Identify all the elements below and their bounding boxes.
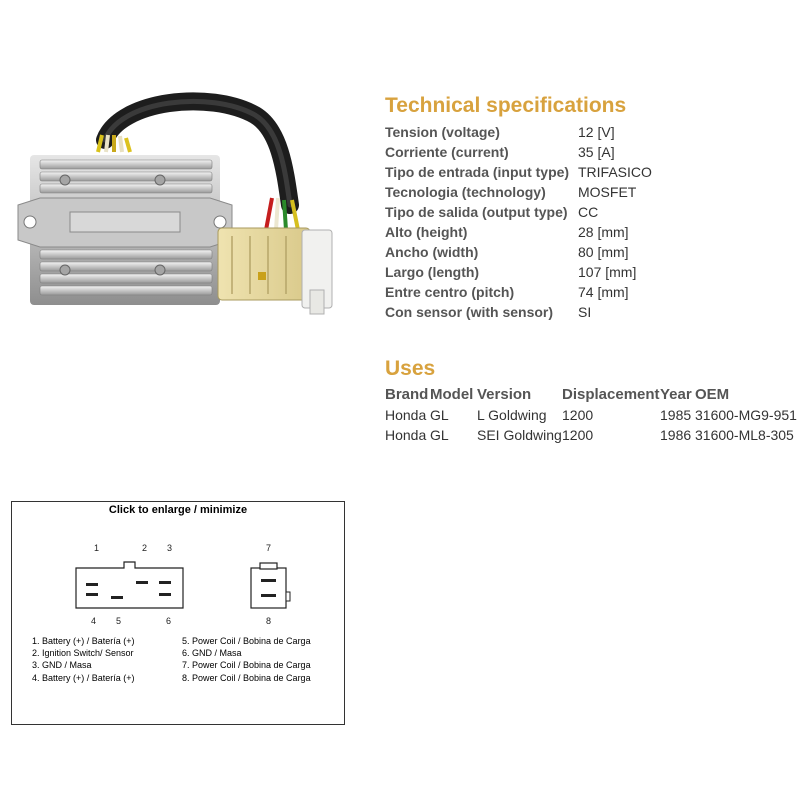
legend-item: 7. Power Coil / Bobina de Carga: [182, 660, 311, 670]
uses-cell-displacement: 1200: [562, 407, 594, 423]
legend-item: 3. GND / Masa: [32, 660, 92, 670]
uses-cell-version: L Goldwing: [477, 407, 547, 423]
uses-cell-version: SEI Goldwing: [477, 427, 562, 443]
pin-slot-3: [159, 581, 171, 584]
uses-cell-model: GL: [430, 427, 449, 443]
uses-cell-displacement: 1200: [562, 427, 594, 443]
spec-label: Alto (height): [385, 224, 468, 240]
spec-value: 12 [V]: [578, 124, 615, 140]
pin-label-7: 7: [266, 543, 272, 553]
pin-slot-1: [86, 583, 98, 586]
uses-header-year: Year: [660, 386, 692, 403]
spec-label: Tipo de entrada (input type): [385, 164, 570, 180]
legend-item: 6. GND / Masa: [182, 648, 242, 658]
pin-slot-7: [261, 579, 276, 582]
spec-value: SI: [578, 304, 592, 320]
spec-label: Largo (length): [385, 264, 480, 280]
wiring-diagram-panel[interactable]: [11, 501, 345, 725]
spec-label: Tecnologia (technology): [385, 184, 546, 200]
spec-value: CC: [578, 204, 599, 220]
legend-item: 1. Battery (+) / Batería (+): [32, 636, 135, 646]
uses-title: Uses: [385, 357, 436, 380]
uses-cell-oem: 31600-ML8-305: [695, 427, 794, 443]
pin-label-8: 8: [266, 616, 272, 626]
tech-specs-title: Technical specifications: [385, 94, 627, 117]
spec-label: Corriente (current): [385, 144, 509, 160]
spec-label: Tension (voltage): [385, 124, 500, 140]
legend-item: 4. Battery (+) / Batería (+): [32, 673, 135, 683]
uses-cell-brand: Honda: [385, 407, 427, 423]
uses-cell-year: 1986: [660, 427, 692, 443]
uses-header-brand: Brand: [385, 386, 429, 403]
pin-label-4: 4: [91, 616, 97, 626]
spec-value: 28 [mm]: [578, 224, 629, 240]
two-pin-connector-icon: [251, 568, 286, 608]
pin-slot-8: [261, 594, 276, 597]
uses-header-displacement: Displacement: [562, 386, 660, 403]
spec-value: 80 [mm]: [578, 244, 629, 260]
spec-label: Tipo de salida (output type): [385, 204, 568, 220]
pin-slot-5: [111, 596, 123, 599]
uses-cell-brand: Honda: [385, 427, 427, 443]
uses-header-version: Version: [477, 386, 532, 403]
pin-label-3: 3: [167, 543, 173, 553]
pin-slot-6: [159, 593, 171, 596]
pin-slot-2: [136, 581, 148, 584]
uses-cell-oem: 31600-MG9-951: [695, 407, 797, 423]
enlarge-toggle-link[interactable]: Click to enlarge / minimize: [108, 504, 248, 516]
regulator-photo-icon: [10, 80, 360, 330]
pin-label-2: 2: [142, 543, 148, 553]
pin-label-1: 1: [94, 543, 100, 553]
spec-label: Ancho (width): [385, 244, 479, 260]
pin-label-5: 5: [116, 616, 122, 626]
spec-value: 74 [mm]: [578, 284, 629, 300]
spec-value: 35 [A]: [578, 144, 615, 160]
two-pin-tab: [286, 592, 290, 601]
uses-header-oem: OEM: [695, 386, 730, 403]
spec-label: Entre centro (pitch): [385, 284, 515, 300]
two-pin-latch: [260, 563, 277, 569]
spec-label: Con sensor (with sensor): [385, 304, 554, 320]
spec-value: TRIFASICO: [578, 164, 652, 180]
uses-cell-model: GL: [430, 407, 449, 423]
uses-cell-year: 1985: [660, 407, 692, 423]
connector-pinout-diagram: [12, 502, 344, 724]
legend-item: 2. Ignition Switch/ Sensor: [32, 648, 134, 658]
uses-header-model: Model: [430, 386, 474, 403]
pin-slot-4: [86, 593, 98, 596]
legend-item: 5. Power Coil / Bobina de Carga: [182, 636, 311, 646]
pin-label-6: 6: [166, 616, 172, 626]
spec-value: 107 [mm]: [578, 264, 637, 280]
spec-value: MOSFET: [578, 184, 637, 200]
legend-item: 8. Power Coil / Bobina de Carga: [182, 673, 311, 683]
